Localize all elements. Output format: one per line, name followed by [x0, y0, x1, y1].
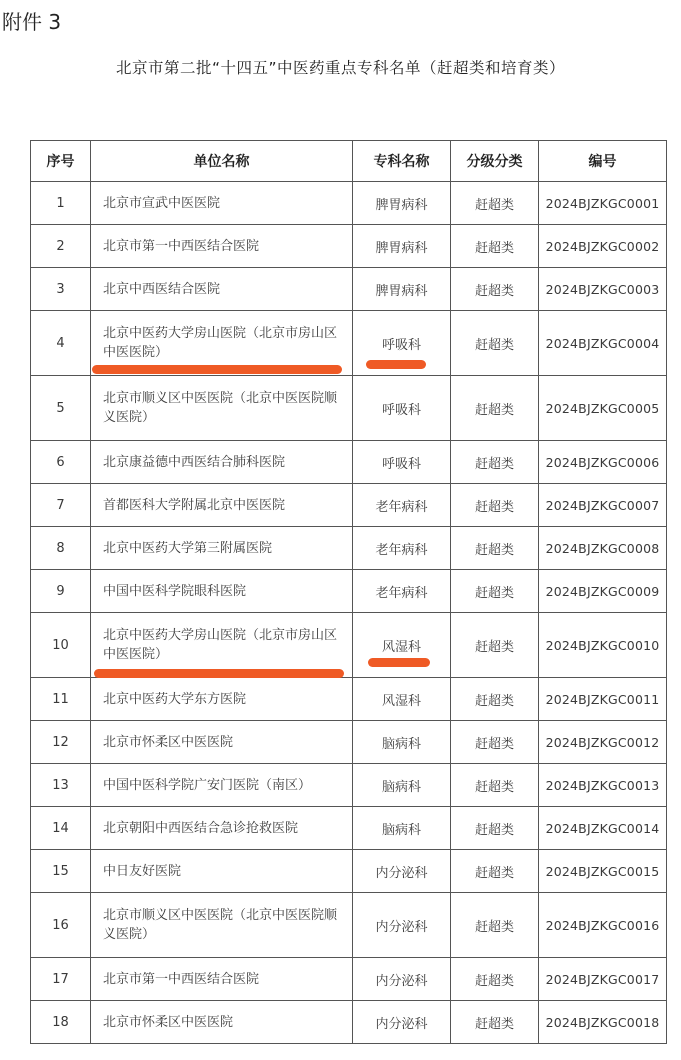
table-row	[31, 225, 667, 268]
unit-name: 北京中医药大学房山医院（北京市房山区中医医院）	[91, 311, 353, 376]
row-number: 16	[31, 893, 91, 958]
row-number: 6	[31, 441, 91, 484]
table-row	[31, 268, 667, 311]
unit-name: 北京市第一中西医结合医院	[91, 958, 353, 1001]
row-number: 2	[31, 225, 91, 268]
unit-name: 中日友好医院	[91, 850, 353, 893]
highlight-underline-specialty-row-10	[368, 658, 430, 667]
row-number: 10	[31, 613, 91, 678]
classification: 赶超类	[451, 484, 539, 527]
row-number: 9	[31, 570, 91, 613]
table-row	[31, 484, 667, 527]
specialty-table	[30, 140, 667, 1044]
classification: 赶超类	[451, 893, 539, 958]
header-unit: 单位名称	[91, 141, 353, 182]
unit-name: 北京市宣武中医医院	[91, 182, 353, 225]
row-number: 12	[31, 721, 91, 764]
row-number: 4	[31, 311, 91, 376]
classification: 赶超类	[451, 721, 539, 764]
highlight-underline-unit-row-10	[94, 669, 344, 678]
unit-name: 北京市顺义区中医医院（北京中医医院顺义医院）	[91, 376, 353, 441]
code: 2024BJZKGC0015	[539, 850, 667, 893]
table-row	[31, 764, 667, 807]
code: 2024BJZKGC0007	[539, 484, 667, 527]
table-row	[31, 958, 667, 1001]
row-number: 8	[31, 527, 91, 570]
code: 2024BJZKGC0006	[539, 441, 667, 484]
specialty-name: 脾胃病科	[353, 268, 451, 311]
row-number: 18	[31, 1001, 91, 1044]
classification: 赶超类	[451, 850, 539, 893]
table-row	[31, 678, 667, 721]
specialty-name: 呼吸科	[353, 376, 451, 441]
code: 2024BJZKGC0010	[539, 613, 667, 678]
unit-name: 中国中医科学院广安门医院（南区）	[91, 764, 353, 807]
row-number: 3	[31, 268, 91, 311]
table-row	[31, 613, 667, 678]
classification: 赶超类	[451, 958, 539, 1001]
header-specialty: 专科名称	[353, 141, 451, 182]
table-row	[31, 570, 667, 613]
specialty-name: 老年病科	[353, 527, 451, 570]
specialty-name: 呼吸科	[353, 441, 451, 484]
highlight-underline-specialty-row-4	[366, 360, 426, 369]
row-number: 13	[31, 764, 91, 807]
code: 2024BJZKGC0014	[539, 807, 667, 850]
unit-name: 北京中医药大学第三附属医院	[91, 527, 353, 570]
specialty-name: 呼吸科	[353, 311, 451, 376]
row-number: 5	[31, 376, 91, 441]
classification: 赶超类	[451, 311, 539, 376]
unit-name: 北京市怀柔区中医医院	[91, 721, 353, 764]
specialty-name: 脑病科	[353, 764, 451, 807]
classification: 赶超类	[451, 570, 539, 613]
specialty-name: 老年病科	[353, 570, 451, 613]
code: 2024BJZKGC0002	[539, 225, 667, 268]
unit-name: 北京市顺义区中医医院（北京中医医院顺义医院）	[91, 893, 353, 958]
unit-name: 北京朝阳中西医结合急诊抢救医院	[91, 807, 353, 850]
row-number: 17	[31, 958, 91, 1001]
unit-name: 中国中医科学院眼科医院	[91, 570, 353, 613]
code: 2024BJZKGC0001	[539, 182, 667, 225]
unit-name: 北京市第一中西医结合医院	[91, 225, 353, 268]
table-row	[31, 807, 667, 850]
classification: 赶超类	[451, 225, 539, 268]
header-no: 序号	[31, 141, 91, 182]
classification: 赶超类	[451, 613, 539, 678]
table-row	[31, 376, 667, 441]
specialty-name: 内分泌科	[353, 893, 451, 958]
specialty-name: 风湿科	[353, 678, 451, 721]
code: 2024BJZKGC0011	[539, 678, 667, 721]
specialty-name: 内分泌科	[353, 850, 451, 893]
table-body	[31, 182, 667, 1044]
attachment-label: 附件 3	[2, 10, 62, 34]
code: 2024BJZKGC0003	[539, 268, 667, 311]
specialty-name: 脑病科	[353, 721, 451, 764]
highlight-underline-unit-row-4	[92, 365, 342, 374]
unit-name: 首都医科大学附属北京中医医院	[91, 484, 353, 527]
row-number: 15	[31, 850, 91, 893]
table-row	[31, 182, 667, 225]
unit-name: 北京中医药大学房山医院（北京市房山区中医医院）	[91, 613, 353, 678]
table-row	[31, 527, 667, 570]
table-row	[31, 441, 667, 484]
row-number: 14	[31, 807, 91, 850]
code: 2024BJZKGC0008	[539, 527, 667, 570]
row-number: 7	[31, 484, 91, 527]
table-row	[31, 1001, 667, 1044]
header-class: 分级分类	[451, 141, 539, 182]
unit-name: 北京中医药大学东方医院	[91, 678, 353, 721]
unit-name: 北京中西医结合医院	[91, 268, 353, 311]
code: 2024BJZKGC0017	[539, 958, 667, 1001]
row-number: 11	[31, 678, 91, 721]
code: 2024BJZKGC0016	[539, 893, 667, 958]
page-title: 北京市第二批“十四五”中医药重点专科名单（赶超类和培育类）	[115, 59, 566, 77]
code: 2024BJZKGC0009	[539, 570, 667, 613]
specialty-name: 脾胃病科	[353, 182, 451, 225]
specialty-name: 内分泌科	[353, 958, 451, 1001]
classification: 赶超类	[451, 441, 539, 484]
header-code: 编号	[539, 141, 667, 182]
table-row	[31, 850, 667, 893]
classification: 赶超类	[451, 1001, 539, 1044]
specialty-name: 内分泌科	[353, 1001, 451, 1044]
row-number: 1	[31, 182, 91, 225]
unit-name: 北京市怀柔区中医医院	[91, 1001, 353, 1044]
table-row	[31, 893, 667, 958]
classification: 赶超类	[451, 376, 539, 441]
classification: 赶超类	[451, 678, 539, 721]
code: 2024BJZKGC0018	[539, 1001, 667, 1044]
classification: 赶超类	[451, 807, 539, 850]
classification: 赶超类	[451, 268, 539, 311]
classification: 赶超类	[451, 764, 539, 807]
code: 2024BJZKGC0005	[539, 376, 667, 441]
code: 2024BJZKGC0012	[539, 721, 667, 764]
code: 2024BJZKGC0004	[539, 311, 667, 376]
unit-name: 北京康益德中西医结合肺科医院	[91, 441, 353, 484]
specialty-name: 风湿科	[353, 613, 451, 678]
specialty-name: 脑病科	[353, 807, 451, 850]
classification: 赶超类	[451, 182, 539, 225]
specialty-name: 脾胃病科	[353, 225, 451, 268]
code: 2024BJZKGC0013	[539, 764, 667, 807]
classification: 赶超类	[451, 527, 539, 570]
table-header-row	[31, 141, 667, 182]
table-row	[31, 721, 667, 764]
specialty-name: 老年病科	[353, 484, 451, 527]
